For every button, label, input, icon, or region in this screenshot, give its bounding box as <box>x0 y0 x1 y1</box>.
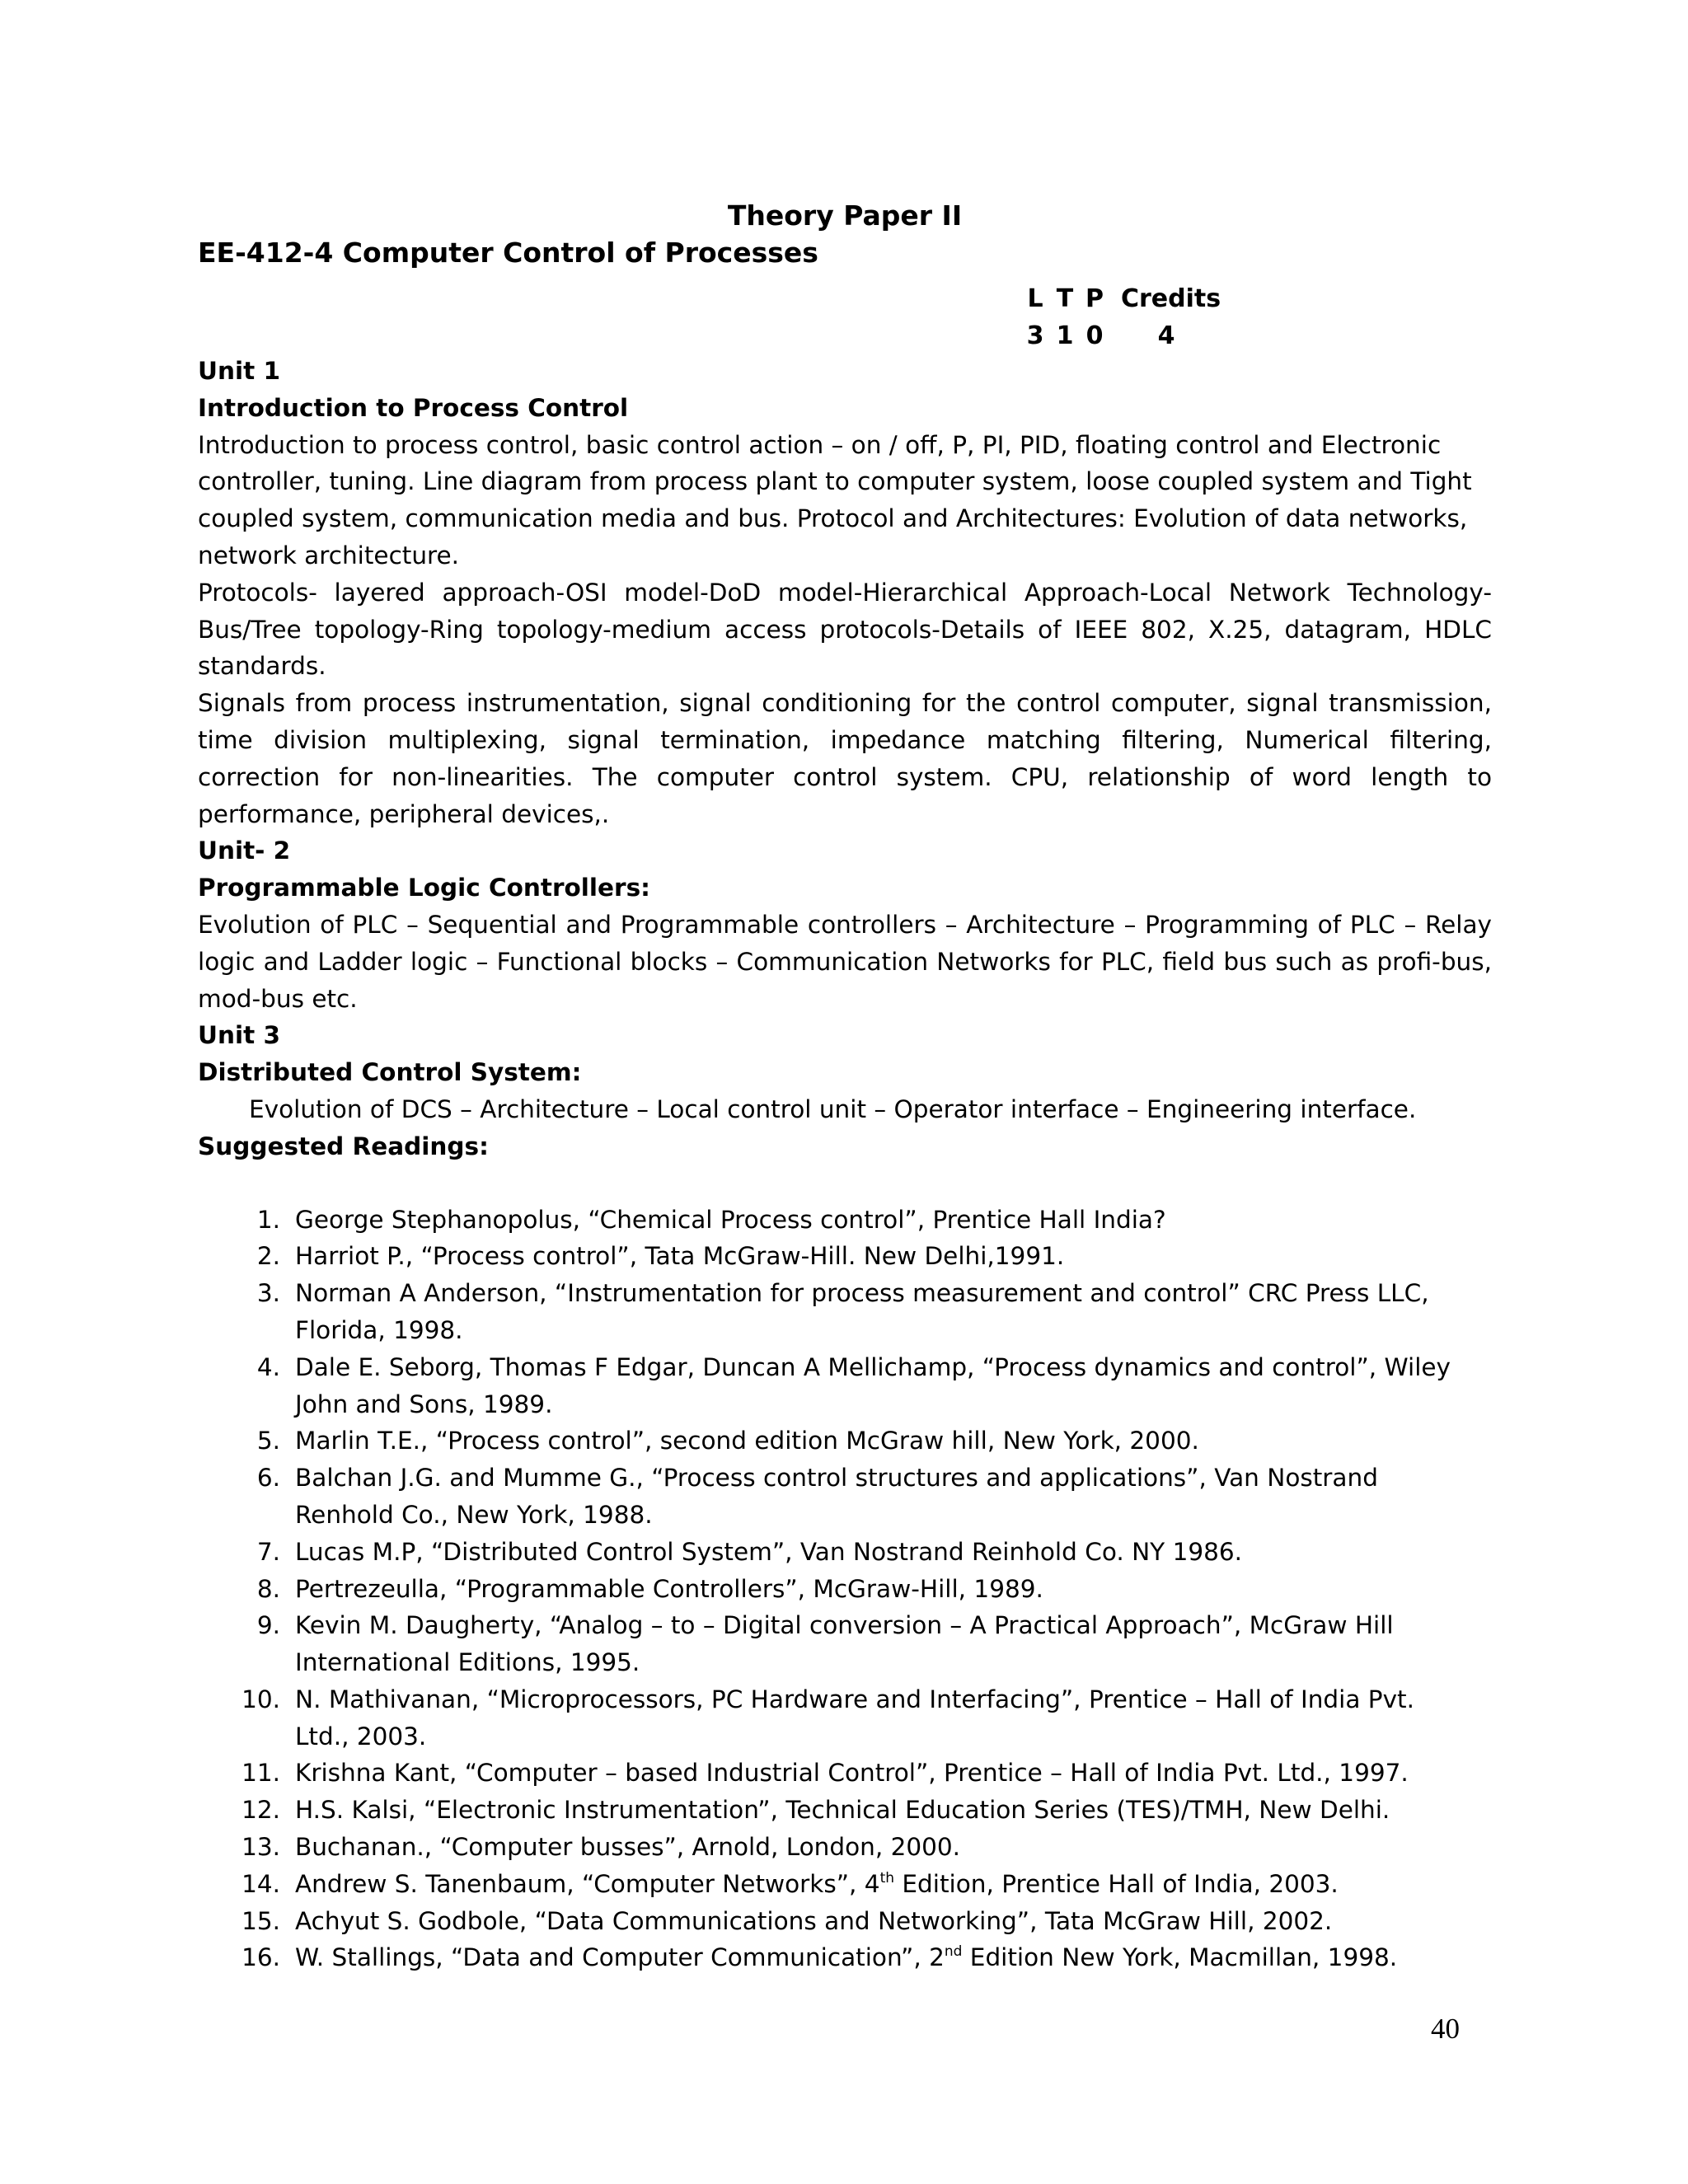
reading-item <box>198 1202 1492 1239</box>
reading-text: Marlin T.E., “Process control”, second edition McGraw hill, New York, 2000. <box>295 1427 1199 1455</box>
ltp-label-l: L <box>1027 284 1043 313</box>
reading-text: Buchanan., “Computer busses”, Arnold, London, 2000. <box>295 1833 961 1862</box>
reading-item <box>198 1681 1492 1755</box>
reading-item <box>198 1238 1492 1275</box>
unit2-heading: Unit- 2 <box>198 837 291 865</box>
ltp-label-credits: Credits <box>1121 284 1221 313</box>
reading-text-rest: Edition, Prentice Hall of India, 2003. <box>894 1869 1339 1898</box>
unit1-subheading: Introduction to Process Control <box>198 393 629 422</box>
reading-item <box>198 1829 1492 1866</box>
reading-number: 2. <box>256 1242 280 1271</box>
reading-text: Norman A Anderson, “Instrumentation for process measurement and control” CRC Press LLC, Florida, 1998. <box>295 1279 1429 1344</box>
unit1-paragraph-2: Protocols- layered approach-OSI model-DoD model-Hierarchical Approach-Local Network Technology-Bus/Tree topology-Ring topology-medium access protocols-Details of IEEE 802, X.25, datagram, HDLC standards. <box>198 578 1492 681</box>
reading-item <box>198 1422 1492 1460</box>
reading-text <box>295 1939 1492 1976</box>
ltp-value-p: 0 <box>1085 321 1104 350</box>
unit1-paragraph-3: Signals from process instrumentation, signal conditioning for the control computer, signal transmission, time division multiplexing, signal termination, impedance matching filtering, Numerical filtering, correction for non-linearities. The computer control system. CPU, relationship of word length to performance, peripheral devices,. <box>198 689 1492 828</box>
reading-item <box>198 1460 1492 1534</box>
reading-text-rest: Edition New York, Macmillan, 1998. <box>962 1943 1398 1972</box>
reading-number: 12. <box>241 1796 280 1825</box>
reading-number: 6. <box>256 1464 280 1493</box>
reading-text: Krishna Kant, “Computer – based Industrial Control”, Prentice – Hall of India Pvt. Ltd., 1997. <box>295 1759 1409 1788</box>
reading-number: 11. <box>241 1759 280 1788</box>
ltp-credits-table <box>1020 280 1221 354</box>
reading-number: 3. <box>256 1279 280 1308</box>
unit1-heading: Unit 1 <box>198 357 280 385</box>
readings-list <box>198 1202 1492 1977</box>
reading-number: 1. <box>256 1205 280 1234</box>
reading-number: 15. <box>241 1906 280 1935</box>
reading-item <box>198 1903 1492 1940</box>
ltp-value-row <box>1020 317 1212 354</box>
reading-item <box>198 1607 1492 1681</box>
reading-text: Dale E. Seborg, Thomas F Edgar, Duncan A Mellichamp, “Process dynamics and control”, Wiley John and Sons, 1989. <box>295 1352 1451 1418</box>
reading-number: 7. <box>256 1537 280 1566</box>
unit1-paragraph-1: Introduction to process control, basic control action – on / off, P, PI, PID, floating control and Electronic controller, tuning. Line diagram from process plant to computer system, loose coupled system and Tight coupled system, communication media and bus. Protocol and Architectures: Evolution of data networks, network architecture. <box>198 430 1472 569</box>
reading-item <box>198 1792 1492 1829</box>
reading-item <box>198 1939 1492 1976</box>
ltp-value-t: 1 <box>1056 321 1074 350</box>
ordinal-suffix: nd <box>944 1943 963 1961</box>
reading-text: Kevin M. Daugherty, “Analog – to – Digital conversion – A Practical Approach”, McGraw Hill International Editions, 1995. <box>295 1611 1394 1677</box>
reading-item <box>198 1571 1492 1608</box>
ltp-value-credits: 4 <box>1157 321 1175 350</box>
document-page <box>198 198 1492 1972</box>
unit3-subheading: Distributed Control System: <box>198 1058 582 1087</box>
unit2-paragraph-1: Evolution of PLC – Sequential and Programmable controllers – Architecture – Programming of PLC – Relay logic and Ladder logic – Functional blocks – Communication Networks for PLC, field bus such as profi-bus, mod-bus etc. <box>198 910 1492 1013</box>
reading-number: 14. <box>241 1869 280 1898</box>
reading-text: Balchan J.G. and Mumme G., “Process control structures and applications”, Van Nostrand Renhold Co., New York, 1988. <box>295 1464 1378 1529</box>
reading-text-main: Andrew S. Tanenbaum, “Computer Networks”, 4 <box>295 1869 880 1898</box>
reading-text: Harriot P., “Process control”, Tata McGraw-Hill. New Delhi,1991. <box>295 1242 1065 1271</box>
reading-text: Lucas M.P, “Distributed Control System”, Van Nostrand Reinhold Co. NY 1986. <box>295 1537 1243 1566</box>
reading-number: 13. <box>241 1833 280 1862</box>
reading-number: 9. <box>256 1611 280 1640</box>
reading-text <box>295 1866 1492 1903</box>
reading-item <box>198 1534 1492 1571</box>
ltp-label-p: P <box>1085 284 1104 313</box>
ltp-label-row <box>1020 280 1221 317</box>
reading-text: Achyut S. Godbole, “Data Communications and Networking”, Tata McGraw Hill, 2002. <box>295 1906 1333 1935</box>
unit3-paragraph-1: Evolution of DCS – Architecture – Local control unit – Operator interface – Engineering interface. <box>249 1094 1417 1123</box>
reading-number: 4. <box>256 1352 280 1381</box>
syllabus-body <box>198 353 1492 1976</box>
ltp-label-t: T <box>1056 284 1074 313</box>
reading-text: H.S. Kalsi, “Electronic Instrumentation”, Technical Education Series (TES)/TMH, New Delhi. <box>295 1796 1390 1825</box>
reading-number: 5. <box>256 1427 280 1455</box>
reading-item <box>198 1866 1492 1903</box>
reading-text: N. Mathivanan, “Microprocessors, PC Hardware and Interfacing”, Prentice – Hall of India Pvt. Ltd., 2003. <box>295 1685 1414 1750</box>
reading-number: 8. <box>256 1574 280 1603</box>
reading-item <box>198 1755 1492 1792</box>
reading-item <box>198 1349 1492 1423</box>
paper-title: Theory Paper II <box>727 199 963 232</box>
ordinal-suffix: th <box>879 1869 895 1886</box>
reading-text: George Stephanopolus, “Chemical Process control”, Prentice Hall India? <box>295 1205 1166 1234</box>
reading-text-main: W. Stallings, “Data and Computer Communication”, 2 <box>295 1943 945 1972</box>
ltp-value-l: 3 <box>1026 321 1044 350</box>
unit3-heading: Unit 3 <box>198 1021 280 1050</box>
reading-number: 16. <box>241 1943 280 1972</box>
readings-heading: Suggested Readings: <box>198 1132 489 1160</box>
reading-text: Pertrezeulla, “Programmable Controllers”, McGraw-Hill, 1989. <box>295 1574 1043 1603</box>
reading-number: 10. <box>241 1685 280 1713</box>
unit2-subheading: Programmable Logic Controllers: <box>198 874 650 902</box>
course-title: EE-412-4 Computer Control of Processes <box>198 237 818 269</box>
page-number: 40 <box>1431 2013 1460 2045</box>
reading-item <box>198 1275 1492 1349</box>
